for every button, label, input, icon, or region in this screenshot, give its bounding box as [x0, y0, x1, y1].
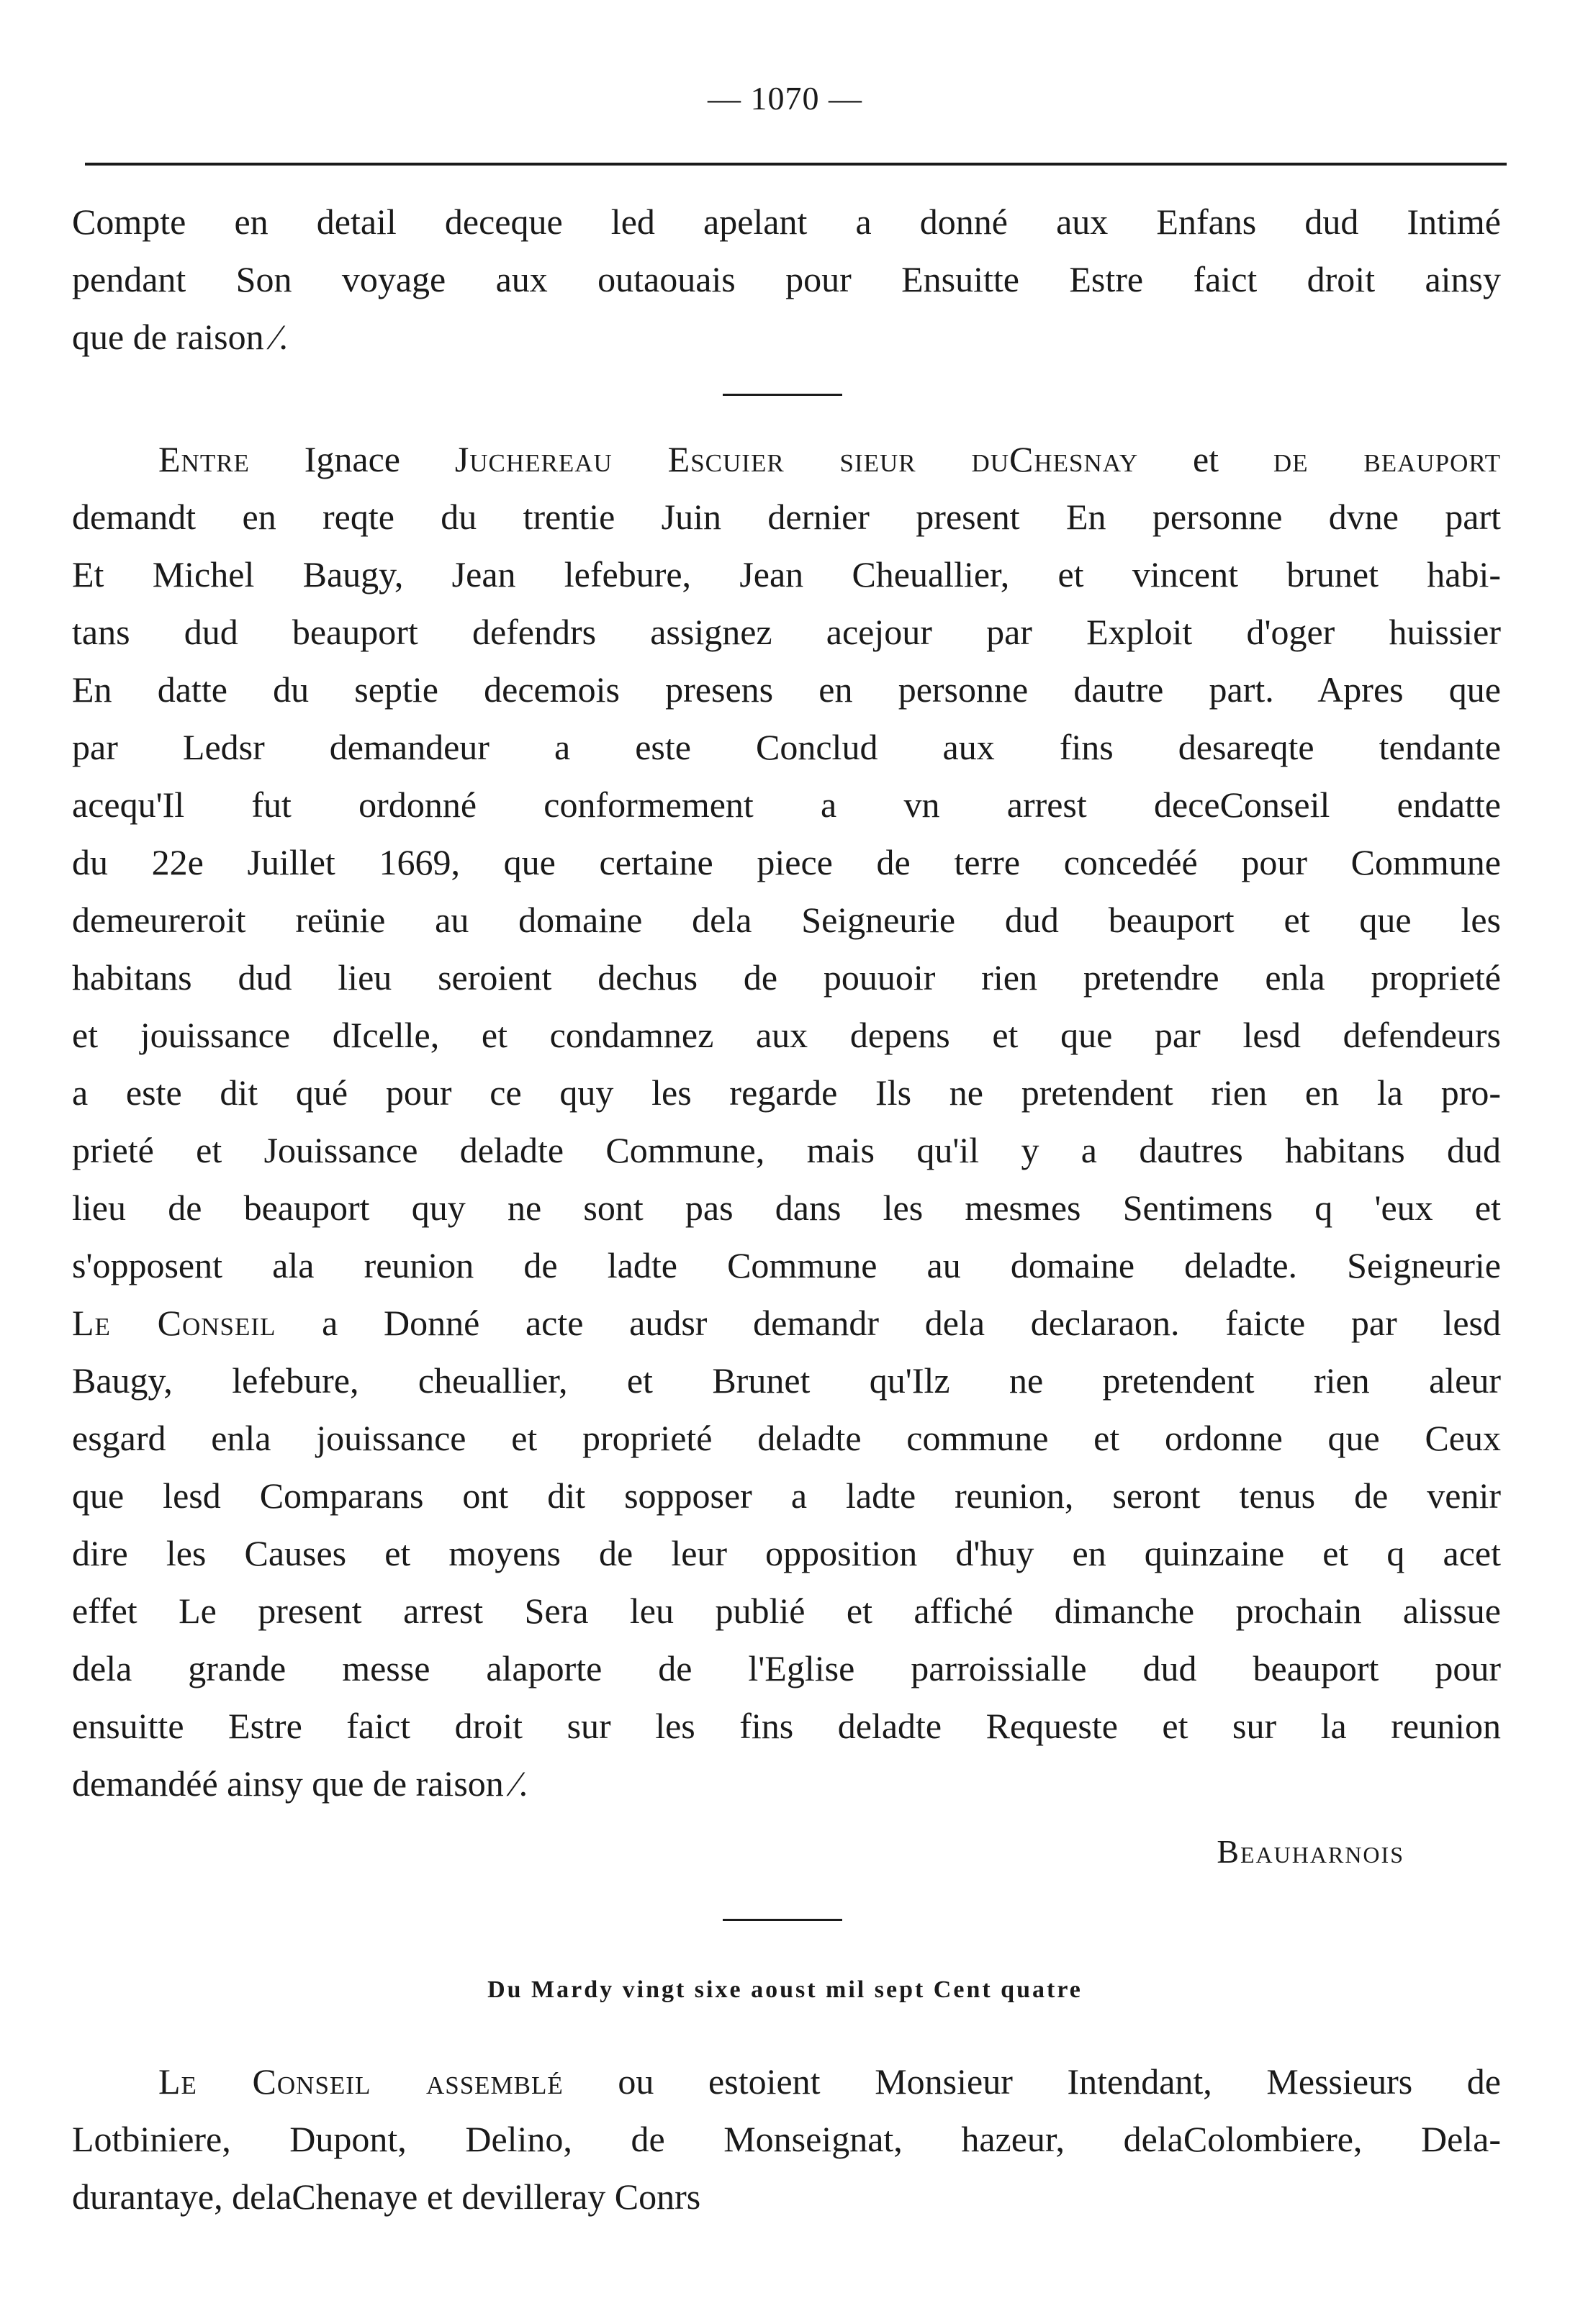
text-segment: ou estoient Monsieur Intendant, Messieurs de — [563, 2061, 1502, 2102]
text-line: et jouissance dIcelle, et condamnez aux depens et que par lesd defendeurs — [72, 1015, 1501, 1055]
text-line: prieté et Jouissance deladte Commune, mais qu'il y a dautres habitans dud — [72, 1130, 1501, 1170]
text-line: habitans dud lieu seroient dechus de pouuoir rien pretendre enla proprieté — [72, 957, 1501, 998]
text-line: demandéé ainsy que de raison ⁄. — [72, 1763, 528, 1804]
text-line: demeureroit reünie au domaine dela Seigneurie dud beauport et que les — [72, 900, 1501, 940]
text-line: ensuitte Estre faict droit sur les fins deladte Requeste et sur la reunion — [72, 1706, 1501, 1746]
text-line — [72, 430, 1501, 488]
date-heading: Du Mardy vingt sixe aoust mil sept Cent quatre — [487, 1976, 1083, 2003]
conseil-label: Le Conseil — [72, 1303, 276, 1343]
paragraph-conseil-assemble — [72, 2053, 1501, 2225]
text-segment: a Donné acte audsr demandr dela declaraon. faicte par lesd — [276, 1303, 1501, 1343]
paragraph-entre — [72, 430, 1501, 1812]
text-line: du 22e Juillet 1669, que certaine piece de terre concedéé pour Commune — [72, 842, 1501, 882]
text-line: pendant Son voyage aux outaouais pour Ensuitte Estre faict droit ainsy — [72, 259, 1501, 299]
text-line: durantaye, delaChenaye et devilleray Conrs — [72, 2176, 701, 2217]
text-line: que lesd Comparans ont dit sopposer a ladte reunion, seront tenus de venir — [72, 1475, 1501, 1516]
header-rule — [85, 163, 1507, 166]
text-line: dela grande messe alaporte de l'Eglise parroissialle dud beauport pour — [72, 1648, 1501, 1688]
party-name: Juchereau Escuier sieur duChesnay — [454, 439, 1139, 479]
paragraph-continuation — [72, 193, 1501, 366]
text-line: dire les Causes et moyens de leur opposition d'huy en quinzaine et q acet — [72, 1533, 1501, 1573]
text-line: Et Michel Baugy, Jean lefebure, Jean Cheuallier, et vincent brunet habi- — [72, 554, 1501, 594]
text-line — [72, 1294, 1501, 1352]
text-line: tans dud beauport defendrs assignez acejour par Exploit d'oger huissier — [72, 612, 1501, 652]
text-line: effet Le present arrest Sera leu publié et affiché dimanche prochain alissue — [72, 1591, 1501, 1631]
text-line: que de raison ⁄. — [72, 317, 288, 357]
text-line — [72, 2053, 1501, 2110]
section-divider — [723, 1919, 842, 1921]
section-divider — [723, 394, 842, 396]
party-name-2: de beauport — [1273, 439, 1502, 479]
text-line: lieu de beauport quy ne sont pas dans les mesmes Sentimens q 'eux et — [72, 1188, 1501, 1228]
text-segment: Ignace — [249, 439, 455, 479]
text-line: Lotbiniere, Dupont, Delino, de Monseignat, hazeur, delaColombiere, Dela- — [72, 2119, 1501, 2159]
text-line: s'opposent ala reunion de ladte Commune au domaine deladte. Seigneurie — [72, 1245, 1501, 1285]
conseil-assemble-label: Le Conseil assemblé — [158, 2061, 564, 2102]
text-segment: et — [1138, 439, 1273, 479]
text-line: a este dit qué pour ce quy les regarde Ils ne pretendent rien en la pro- — [72, 1072, 1501, 1113]
text-line: Compte en detail deceque led apelant a donné aux Enfans dud Intimé — [72, 202, 1501, 242]
text-line: par Ledsr demandeur a este Conclud aux fins desareqte tendante — [72, 727, 1501, 767]
text-line: En datte du septie decemois presens en personne dautre part. Apres que — [72, 669, 1501, 710]
text-line: esgard enla jouissance et proprieté deladte commune et ordonne que Ceux — [72, 1418, 1501, 1458]
page-number: — 1070 — — [708, 80, 862, 117]
text-line: acequ'Il fut ordonné conformement a vn arrest deceConseil endatte — [72, 785, 1501, 825]
entre-label: Entre — [158, 439, 250, 479]
text-line: demandt en reqte du trentie Juin dernier present En personne dvne part — [72, 497, 1501, 537]
signature: Beauharnois — [1217, 1833, 1404, 1870]
text-line: Baugy, lefebure, cheuallier, et Brunet qu'Ilz ne pretendent rien aleur — [72, 1360, 1501, 1401]
